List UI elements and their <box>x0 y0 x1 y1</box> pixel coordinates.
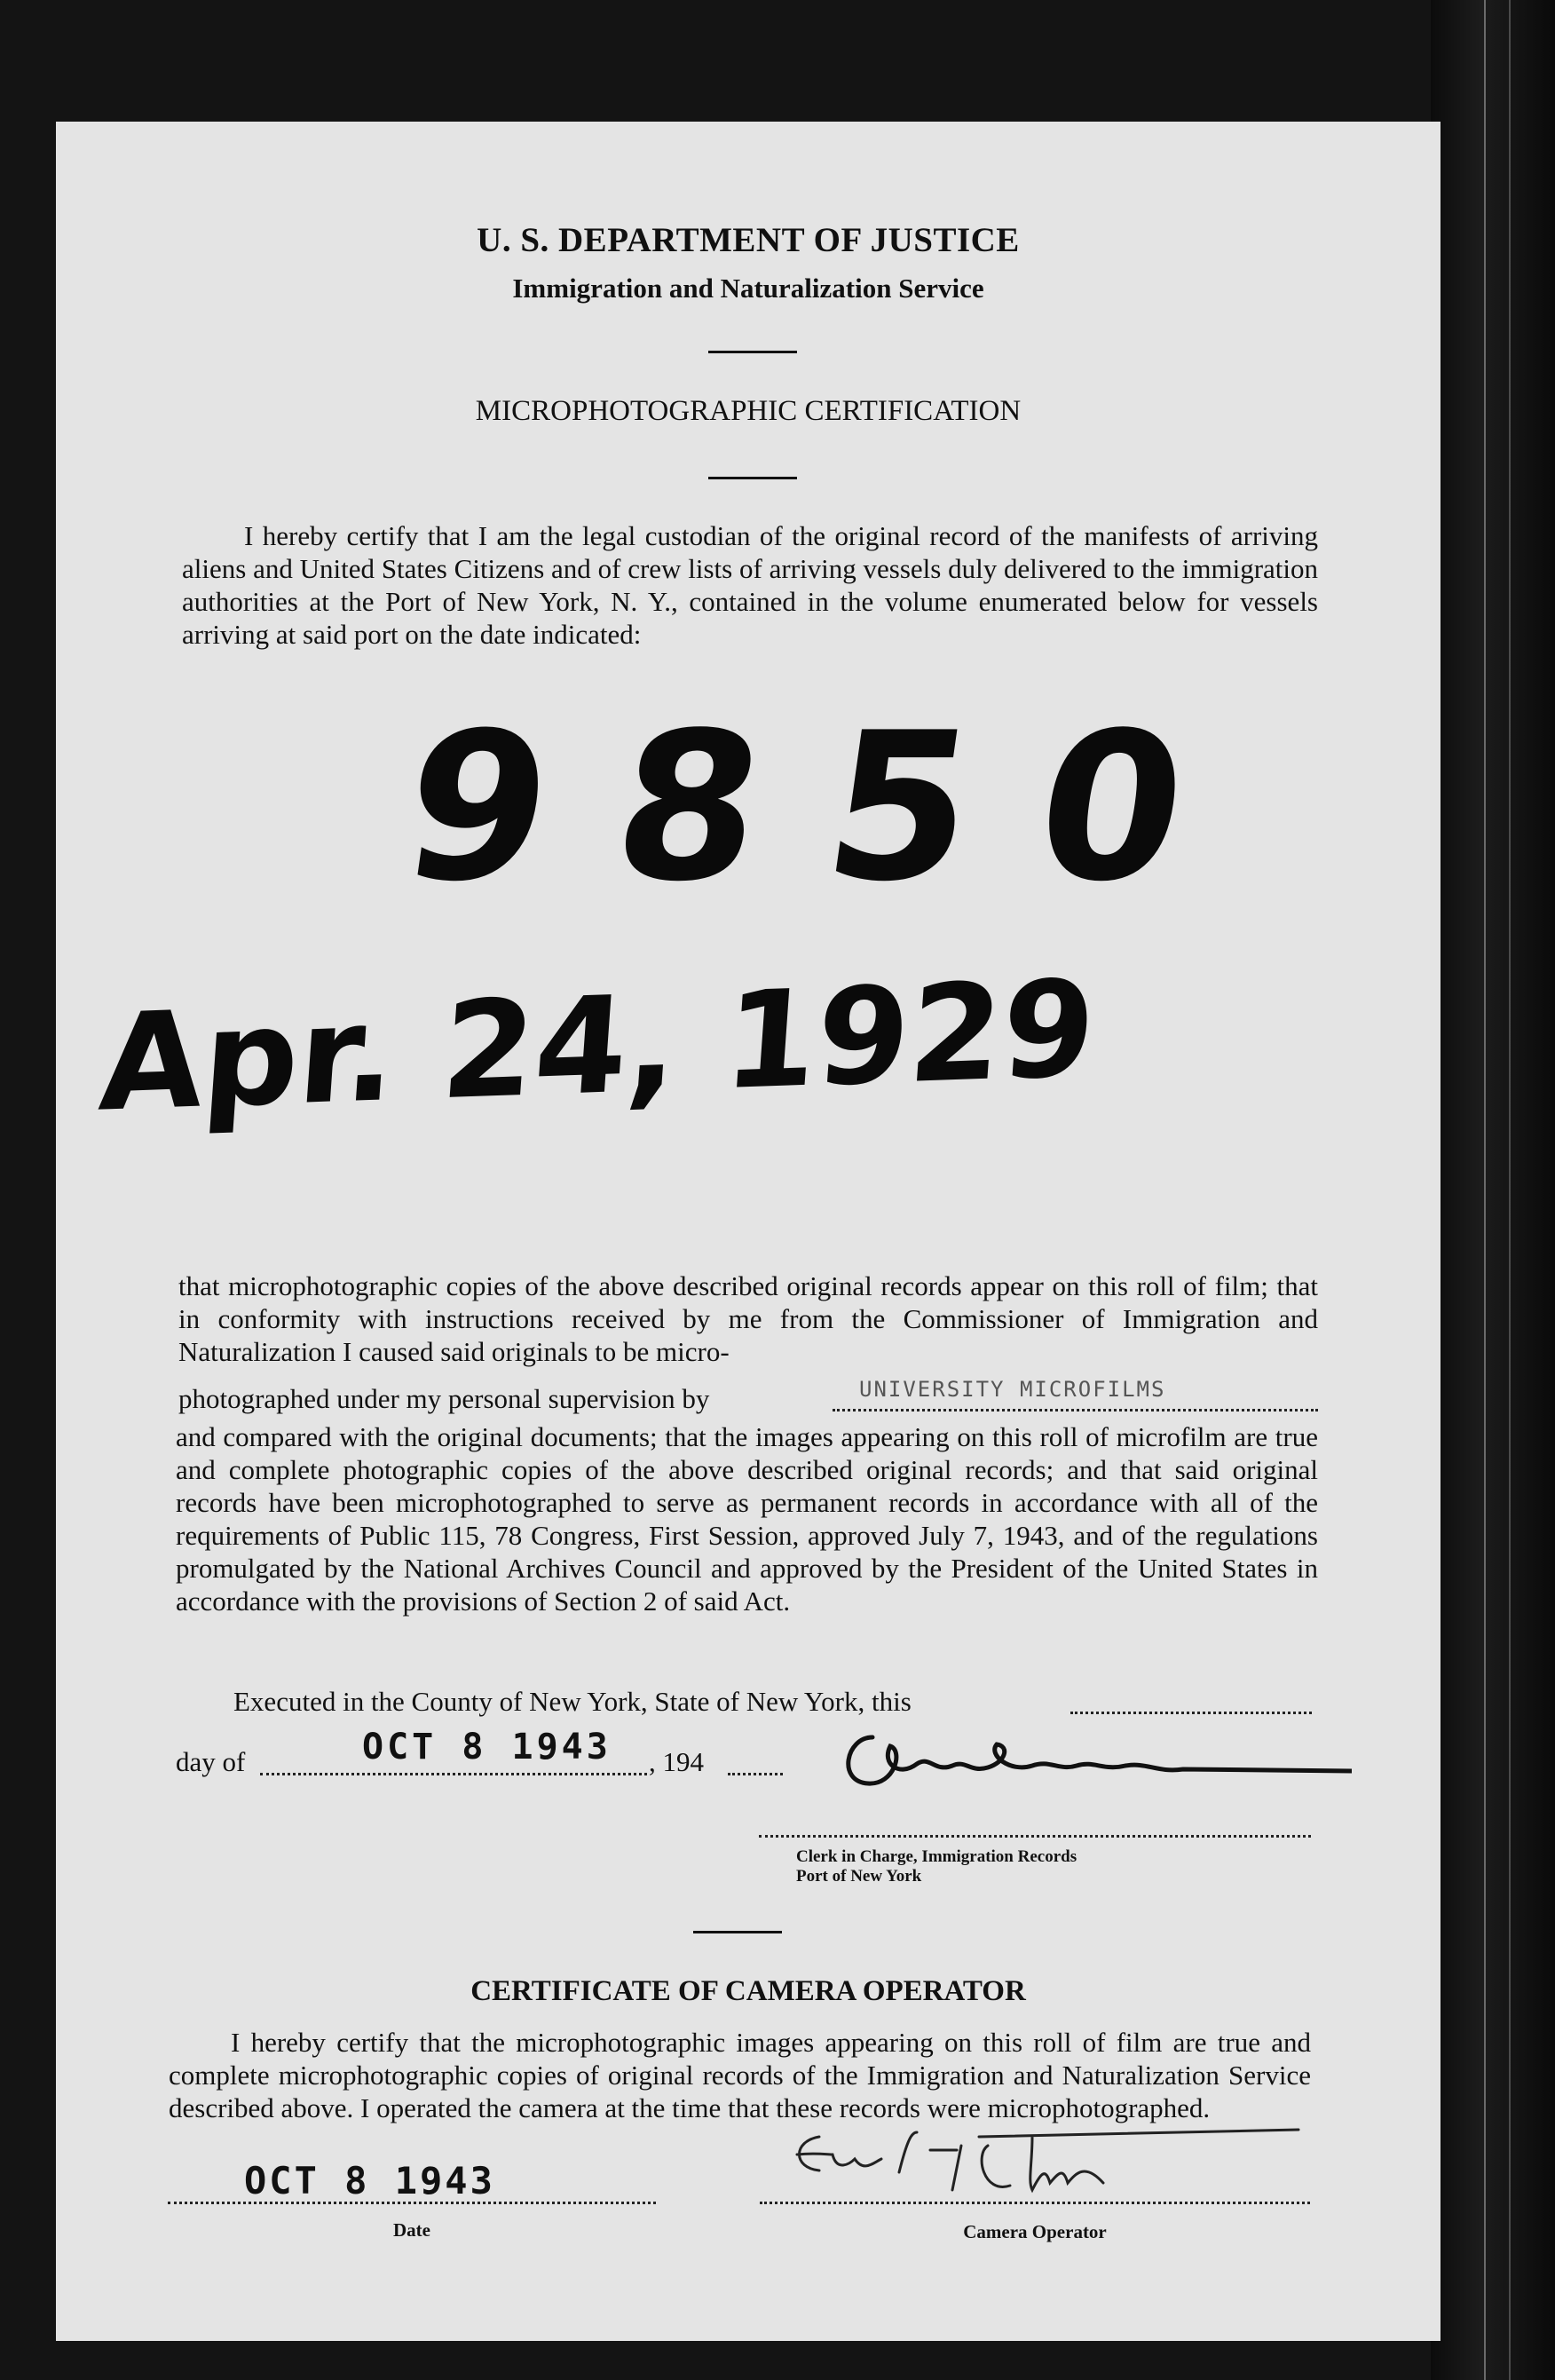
film-edge <box>1431 0 1555 2380</box>
handwritten-arrival-date: Apr. 24, 1929 <box>95 952 1101 1142</box>
year-label: , 194 <box>649 1746 704 1777</box>
executed-text: Executed in the County of New York, State of New York, this <box>233 1686 912 1717</box>
film-paragraph-intro-text: that microphotographic copies of the above described original records appear on this roll of film; that in conformity with instructions received by me from the Commissioner of Immigration and Naturalization I caused said originals to be micro- <box>178 1270 1318 1367</box>
divider <box>708 351 797 353</box>
department-title: U. S. DEPARTMENT OF JUSTICE <box>477 221 1020 259</box>
microfilm-company-stamp: UNIVERSITY MICROFILMS <box>859 1377 1166 1402</box>
film-edge-line <box>1509 0 1511 2380</box>
divider <box>708 477 797 479</box>
film-edge-line <box>1484 0 1486 2380</box>
handwritten-volume-number: 9850 <box>390 690 1268 927</box>
service-subtitle: Immigration and Naturalization Service <box>512 273 984 304</box>
divider <box>693 1931 782 1933</box>
certification-title: MICROPHOTOGRAPHIC CERTIFICATION <box>475 395 1022 427</box>
camera-operator-title: CERTIFICATE OF CAMERA OPERATOR <box>470 1975 1026 2007</box>
supervision-fill-line <box>833 1409 1318 1411</box>
date-label: Date <box>393 2219 430 2241</box>
camera-paragraph <box>169 2026 1311 2124</box>
film-paragraph-body <box>176 1420 1318 1617</box>
camera-date-stamp: OCT 8 1943 <box>244 2159 495 2202</box>
day-of-label: day of <box>176 1746 246 1777</box>
custodian-text: I hereby certify that I am the legal custodian of the original record of the manifests of arriving aliens and United States Citizens and of crew lists of arriving vessels duly delivered to the immigration authorities at the Port of New York, N. Y., contained in the volume enumerated below for vessels arriving at said port on the date indicated: <box>182 520 1318 650</box>
clerk-signature-line <box>759 1835 1311 1838</box>
certificate-sheet <box>56 122 1441 2341</box>
camera-operator-label: Camera Operator <box>963 2221 1107 2242</box>
day-of-fill-line <box>260 1773 647 1775</box>
supervision-label: photographed under my personal supervision by <box>178 1383 710 1414</box>
execution-date-stamp: OCT 8 1943 <box>362 1727 612 1767</box>
custodian-paragraph <box>182 519 1318 651</box>
film-paragraph-body-text: and compared with the original documents; that the images appearing on this roll of microfilm are true and complete photographic copies of the above described original records; and that said original records have been microphotographed to serve as permanent records in accordance with all of the requirements of Public 115, 78 Congress, First Session, approved July 7, 1943, and of the regulations promulgated by the National Archives Council and approved by the President of the United States in accordance with the provisions of Section 2 of said Act. <box>176 1421 1318 1617</box>
camera-operator-line <box>760 2202 1310 2204</box>
date-line <box>168 2202 656 2204</box>
clerk-signature <box>819 1711 1352 1808</box>
clerk-title: Clerk in Charge, Immigration Records <box>796 1847 1077 1866</box>
camera-paragraph-text: I hereby certify that the microphotographic images appearing on this roll of film are true and complete microphotographic copies of original records of the Immigration and Naturalization Service described above. I operated the camera at the time that these records were microphotographed. <box>169 2027 1311 2123</box>
clerk-port: Port of New York <box>796 1867 922 1886</box>
year-fill-line <box>728 1773 783 1775</box>
film-paragraph-intro <box>178 1269 1318 1368</box>
